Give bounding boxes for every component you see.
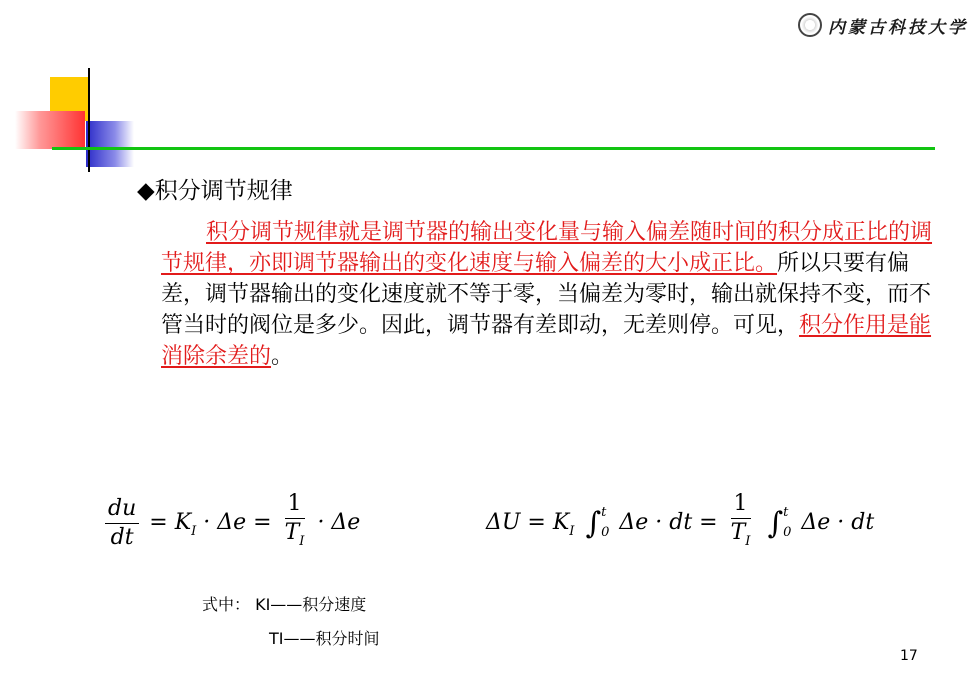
definition-highlight: 积分调节规律就是调节器的输出变化量与输入偏差随时间的积分成正比的调节规律，亦即调节器输出的变化速度与输入偏差的大小成正比。 bbox=[161, 220, 933, 276]
fraction-numerator: du bbox=[105, 495, 139, 524]
decor-vertical-line bbox=[88, 68, 90, 172]
integral-limits: t 0 bbox=[601, 505, 610, 540]
formula-integral bbox=[486, 490, 874, 556]
conclusion-highlight: 积分作用是能消除余差的 bbox=[161, 313, 932, 369]
integral-limits: t 0 bbox=[783, 505, 792, 540]
fraction-numerator: 1 bbox=[285, 490, 305, 519]
university-seal-icon bbox=[798, 13, 822, 37]
note-ki: 式中： KI——积分速度 bbox=[202, 595, 367, 614]
page-number: 17 bbox=[900, 648, 918, 664]
fraction-one-over-t bbox=[282, 490, 308, 556]
explanation-text: 所以只要有偏差，调节器输出的变化速度就不等于零，当偏差为零时，输出就保持不变，而不管当时的阀位是多少。因此，调节器有差即动，无差则停。可见， bbox=[161, 251, 932, 338]
equals-sign: = bbox=[149, 510, 168, 535]
university-name: 内蒙古科技大学 bbox=[828, 17, 968, 38]
decor-blue-gradient bbox=[86, 121, 134, 167]
gain-symbol: K bbox=[174, 510, 192, 535]
body-paragraph bbox=[161, 217, 951, 372]
decor-red-gradient bbox=[15, 111, 85, 149]
fraction-denominator: $T_I$ bbox=[284, 520, 305, 549]
fraction-one-over-t bbox=[728, 490, 754, 556]
formula-differential bbox=[102, 490, 360, 556]
formula-middle: · Δe = bbox=[203, 510, 272, 535]
fraction-du-dt bbox=[105, 495, 139, 552]
note-ti: TI——积分时间 bbox=[269, 629, 380, 648]
fraction-denominator: dt bbox=[110, 524, 134, 550]
fraction-denominator: $T_I$ bbox=[730, 520, 751, 549]
integrand: Δe · dt bbox=[801, 510, 875, 535]
integrand: Δe · dt = bbox=[619, 510, 718, 535]
integral-sign: ∫ bbox=[585, 505, 602, 541]
section-heading: ◆积分调节规律 bbox=[137, 178, 293, 204]
formula-lhs: ΔU = bbox=[486, 510, 546, 535]
header-logo bbox=[798, 10, 968, 40]
gain-subscript: I bbox=[191, 524, 197, 539]
gain-subscript: I bbox=[569, 524, 575, 539]
integral-sign: ∫ bbox=[767, 505, 784, 541]
formula-tail: · Δe bbox=[317, 510, 361, 535]
paragraph-end: 。 bbox=[271, 344, 294, 369]
title-divider bbox=[52, 147, 935, 150]
fraction-numerator: 1 bbox=[731, 490, 751, 519]
gain-symbol: K bbox=[552, 510, 570, 535]
